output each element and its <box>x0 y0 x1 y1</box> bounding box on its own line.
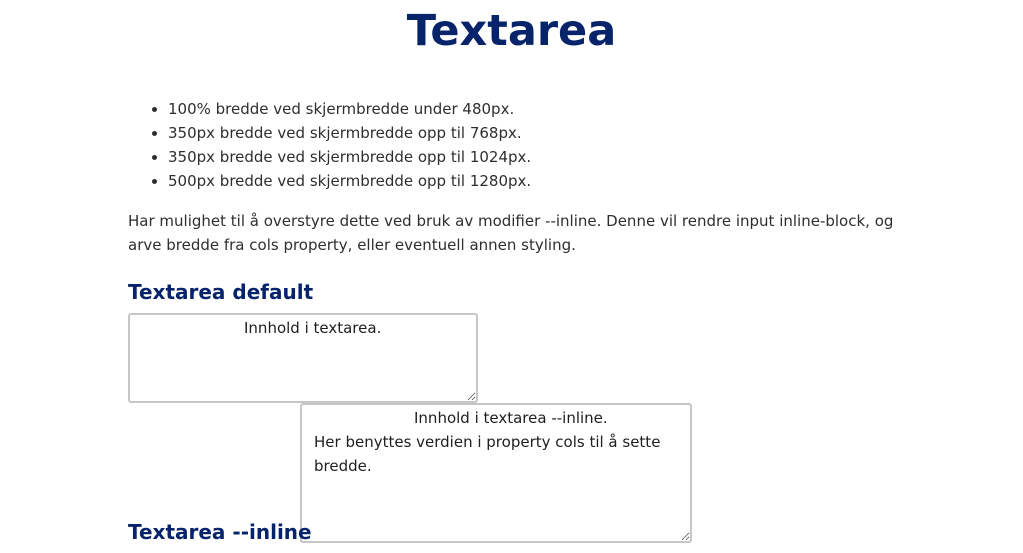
intro-paragraph: Har mulighet til å overstyre dette ved bruk av modifier --inline. Denne vil rendre input inline-block, og arve bredde fra cols property, eller eventuell annen styling. <box>128 212 894 254</box>
list-item: • 350px bredde ved skjermbredde opp til 1024px. <box>168 145 531 169</box>
inline-textarea[interactable] <box>300 403 692 543</box>
default-textarea[interactable] <box>128 313 478 403</box>
page-title: Textarea <box>406 6 617 56</box>
width-spec-list <box>128 97 531 193</box>
list-item: • 500px bredde ved skjermbredde opp til 1280px. <box>168 169 531 193</box>
list-item: • 100% bredde ved skjermbredde under 480px. <box>168 97 531 121</box>
section-heading-default: Textarea default <box>128 280 314 304</box>
section-heading-inline: Textarea --inline <box>128 520 312 544</box>
list-item: • 350px bredde ved skjermbredde opp til 768px. <box>168 121 531 145</box>
